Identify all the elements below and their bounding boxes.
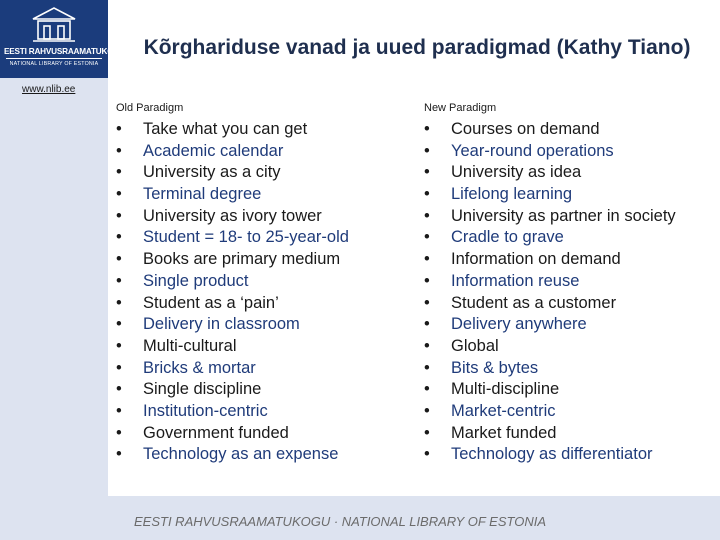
new-paradigm-item: [424, 336, 676, 358]
bullet-icon: •: [424, 315, 430, 334]
old-paradigm-item: [116, 162, 349, 184]
old-paradigm-item: [116, 249, 349, 271]
bullet-icon: •: [116, 423, 122, 442]
new-paradigm-item-text: Delivery anywhere: [451, 315, 587, 334]
library-logo[interactable]: [0, 0, 126, 78]
old-paradigm-item-text: Single product: [143, 271, 249, 290]
bullet-icon: •: [424, 163, 430, 182]
old-paradigm-item-text: Student as a ‘pain’: [143, 293, 279, 312]
old-paradigm-item: [116, 358, 349, 380]
new-paradigm-item: [424, 293, 676, 315]
new-paradigm-item: [424, 227, 676, 249]
new-paradigm-item: [424, 444, 676, 466]
new-paradigm-item-text: University as partner in society: [451, 206, 676, 225]
new-paradigm-item-text: Bits & bytes: [451, 358, 539, 377]
new-paradigm-item: [424, 358, 676, 380]
new-paradigm-item-text: Market funded: [451, 423, 557, 442]
bullet-icon: •: [116, 293, 122, 312]
old-paradigm-header: Old Paradigm: [116, 102, 184, 114]
new-paradigm-item-text: Courses on demand: [451, 120, 600, 138]
new-paradigm-item: [424, 249, 676, 271]
old-paradigm-item: [116, 379, 349, 401]
library-building-icon: [30, 5, 78, 45]
new-paradigm-item-text: Cradle to grave: [451, 228, 564, 247]
new-paradigm-item: [424, 379, 676, 401]
old-paradigm-list: [116, 119, 349, 466]
old-paradigm-item-text: Bricks & mortar: [143, 358, 256, 377]
new-paradigm-item-text: Year-round operations: [451, 141, 614, 160]
new-paradigm-item-text: Lifelong learning: [451, 185, 573, 204]
bullet-icon: •: [424, 336, 430, 355]
bullet-icon: •: [116, 120, 122, 138]
bullet-icon: •: [116, 445, 122, 464]
new-paradigm-item-text: Market-centric: [451, 401, 556, 420]
old-paradigm-item-text: University as ivory tower: [143, 206, 322, 225]
new-paradigm-item-text: Student as a customer: [451, 293, 617, 312]
bullet-icon: •: [116, 185, 122, 204]
new-paradigm-item-text: Technology as differentiator: [451, 445, 653, 464]
old-paradigm-item-text: University as a city: [143, 163, 281, 182]
bullet-icon: •: [424, 293, 430, 312]
bullet-icon: •: [424, 185, 430, 204]
old-paradigm-item-text: Student = 18- to 25-year-old: [143, 228, 349, 247]
old-paradigm-item-text: Take what you can get: [143, 120, 308, 138]
new-paradigm-item: [424, 162, 676, 184]
bullet-icon: •: [424, 141, 430, 160]
bullet-icon: •: [116, 401, 122, 420]
new-paradigm-item: [424, 184, 676, 206]
new-paradigm-item-text: Information on demand: [451, 250, 621, 269]
bullet-icon: •: [116, 163, 122, 182]
website-link[interactable]: www.nlib.ee: [22, 84, 76, 95]
new-paradigm-item-text: Information reuse: [451, 271, 580, 290]
new-paradigm-item-text: Global: [451, 336, 499, 355]
old-paradigm-item: [116, 293, 349, 315]
logo-divider: [6, 58, 102, 59]
new-paradigm-item: [424, 206, 676, 228]
bullet-icon: •: [424, 358, 430, 377]
old-paradigm-item: [116, 271, 349, 293]
bullet-icon: •: [116, 336, 122, 355]
bullet-icon: •: [424, 120, 430, 138]
old-paradigm-item-text: Multi-cultural: [143, 336, 237, 355]
bullet-icon: •: [116, 358, 122, 377]
logo-title: EESTI RAHVUSRAAMATUKOGU: [4, 47, 126, 56]
old-paradigm-item: [116, 227, 349, 249]
old-paradigm-item-text: Government funded: [143, 423, 289, 442]
new-paradigm-list: [424, 119, 676, 466]
old-paradigm-item: [116, 423, 349, 445]
sidebar: [0, 0, 126, 540]
new-paradigm-item: [424, 401, 676, 423]
bullet-icon: •: [116, 271, 122, 290]
new-paradigm-header: New Paradigm: [424, 102, 497, 114]
new-paradigm-item: [424, 271, 676, 293]
bullet-icon: •: [424, 445, 430, 464]
footer-text: EESTI RAHVUSRAAMATUKOGU · NATIONAL LIBRARY OF ESTONIA: [134, 514, 546, 529]
bullet-icon: •: [116, 206, 122, 225]
bullet-icon: •: [424, 271, 430, 290]
old-paradigm-item-text: Institution-centric: [143, 401, 268, 420]
new-paradigm-item: [424, 119, 676, 141]
new-paradigm-item-text: Multi-discipline: [451, 380, 560, 399]
bullet-icon: •: [116, 141, 122, 160]
bullet-icon: •: [116, 380, 122, 399]
slide-title: Kõrghariduse vanad ja uued paradigmad (Kathy Tiano): [143, 36, 691, 59]
bullet-icon: •: [116, 315, 122, 334]
old-paradigm-item: [116, 206, 349, 228]
old-paradigm-item-text: Academic calendar: [143, 141, 284, 160]
bullet-icon: •: [424, 423, 430, 442]
logo-subtitle: NATIONAL LIBRARY OF ESTONIA: [9, 61, 99, 67]
old-paradigm-item: [116, 119, 349, 141]
bullet-icon: •: [424, 401, 430, 420]
old-paradigm-item: [116, 401, 349, 423]
old-paradigm-item-text: Books are primary medium: [143, 250, 341, 269]
old-paradigm-item: [116, 141, 349, 163]
old-paradigm-item: [116, 336, 349, 358]
old-paradigm-item: [116, 314, 349, 336]
old-paradigm-item-text: Terminal degree: [143, 185, 262, 204]
old-paradigm-item: [116, 444, 349, 466]
old-paradigm-item-text: Single discipline: [143, 380, 262, 399]
new-paradigm-item: [424, 314, 676, 336]
bullet-icon: •: [424, 228, 430, 247]
old-paradigm-item-text: Technology as an expense: [143, 445, 339, 464]
new-paradigm-item: [424, 141, 676, 163]
bullet-icon: •: [116, 250, 122, 269]
new-paradigm-item-text: University as idea: [451, 163, 582, 182]
bullet-icon: •: [116, 228, 122, 247]
bullet-icon: •: [424, 380, 430, 399]
old-paradigm-item: [116, 184, 349, 206]
bullet-icon: •: [424, 206, 430, 225]
new-paradigm-item: [424, 423, 676, 445]
old-paradigm-item-text: Delivery in classroom: [143, 315, 300, 334]
bullet-icon: •: [424, 250, 430, 269]
